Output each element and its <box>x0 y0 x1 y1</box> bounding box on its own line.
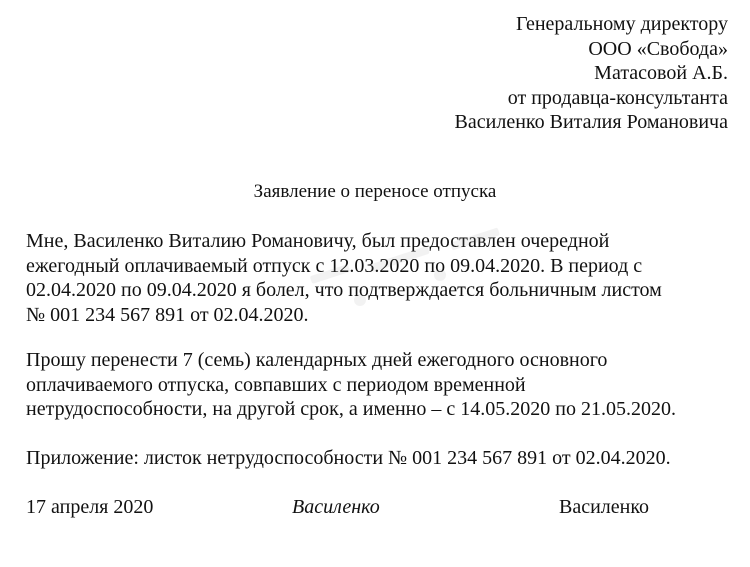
addressee-company: ООО «Свобода» <box>588 37 728 60</box>
addressee-block <box>455 12 728 135</box>
handwritten-signature: Василенко <box>292 496 380 518</box>
sender-position: от продавца-консультанта <box>507 86 728 109</box>
addressee-name: Матасовой А.Б. <box>594 62 728 84</box>
sender-name: Василенко Виталия Романовича <box>454 111 728 133</box>
paragraph-line: ежегодный оплачиваемый отпуск с 12.03.2020 по 09.04.2020. В период с <box>26 254 643 277</box>
document-title: Заявление о переносе отпуска <box>253 181 497 202</box>
paragraph-line: 02.04.2020 по 09.04.2020 я болел, что подтверждается больничным листом <box>26 279 662 301</box>
signature-row <box>0 495 750 521</box>
paragraph-vacation-info <box>26 229 736 327</box>
paragraph-line: № 001 234 567 891 от 02.04.2020. <box>26 303 309 326</box>
signer-name: Василенко <box>559 496 650 518</box>
attachment-line <box>26 446 736 471</box>
paragraph-request <box>26 348 736 422</box>
paragraph-line: Мне, Василенко Виталию Романовичу, был предоставлен очередной <box>26 230 610 252</box>
addressee-position: Генеральному директору <box>515 13 728 35</box>
paragraph-line: оплачиваемого отпуска, совпавших с периодом временной <box>26 373 526 396</box>
document-date: 17 апреля 2020 <box>26 496 154 518</box>
paragraph-line: нетрудоспособности, на другой срок, а именно – с 14.05.2020 по 21.05.2020. <box>26 398 676 420</box>
attachment-text: Приложение: листок нетрудоспособности № 001 234 567 891 от 02.04.2020. <box>26 447 671 469</box>
paragraph-line: Прошу перенести 7 (семь) календарных дней ежегодного основного <box>26 349 608 371</box>
